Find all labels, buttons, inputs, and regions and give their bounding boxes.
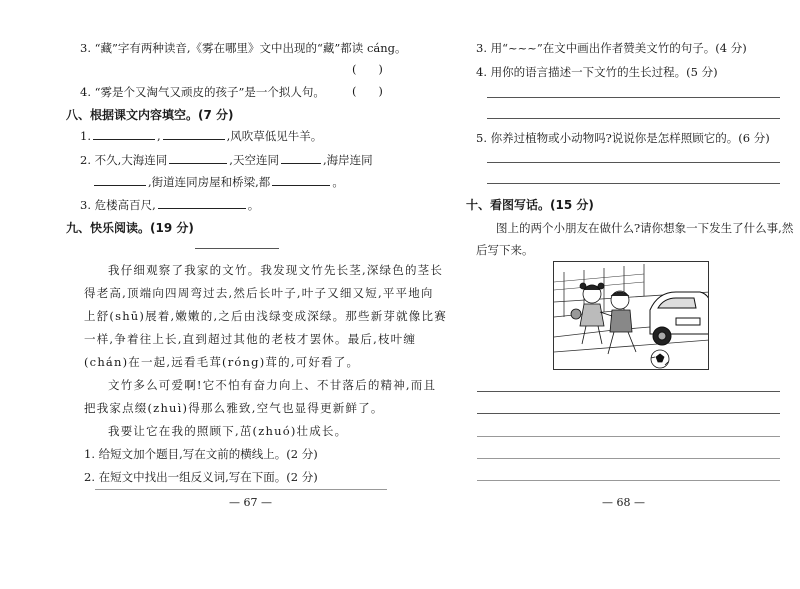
sec8-item-2: 2. 不久,大海连同 ,天空连同 ,海岸连同 [80,153,373,167]
passage-line-6: 文竹多么可爱啊!它不怕有奋力向上、不甘落后的精神,而且 [108,378,437,392]
page-number-left: — 67 — [229,496,272,509]
answer-line-q4-2[interactable] [487,118,780,119]
writing-line-1[interactable] [477,391,780,392]
writing-line-4[interactable] [477,458,780,459]
reading-q5: 5. 你养过植物或小动物吗?说说你是怎样照顾它的。(6 分) [476,131,770,145]
blank-8-3[interactable] [158,199,246,209]
section-10-prompt-2: 后写下来。 [476,243,534,257]
passage-line-5: (chán)在一起,远看毛茸(róng)茸的,可好看了。 [84,355,360,369]
passage-line-8: 我要让它在我的照顾下,茁(zhuó)壮成长。 [108,424,348,438]
passage-line-7: 把我家点缀(zhuì)得那么雅致,空气也显得更新鲜了。 [84,401,384,415]
left-q4-paren[interactable]: ( ) [352,84,383,98]
reading-q2: 2. 在短文中找出一组反义词,写在下面。(2 分) [84,470,318,484]
section-8-title: 八、根据课文内容填空。(7 分) [66,108,234,122]
section-9-title: 九、快乐阅读。(19 分) [66,221,194,235]
section-10-prompt-1: 图上的两个小朋友在做什么?请你想象一下发生了什么事,然 [496,221,794,235]
section-10-title: 十、看图写话。(15 分) [466,198,594,212]
passage-title-line[interactable] [195,248,279,249]
passage-line-1: 我仔细观察了我家的文竹。我发现文竹先长茎,深绿色的茎长 [108,263,444,277]
left-q4: 4. “雾是个又淘气又顽皮的孩子”是一个拟人句。 [80,85,325,99]
blank-8-1a[interactable] [93,130,155,140]
left-q3-paren[interactable]: ( ) [352,62,383,76]
page-number-right: — 68 — [602,496,645,509]
sec8-item-3: 3. 危楼高百尺, 。 [80,198,260,212]
reading-q4: 4. 用你的语言描述一下文竹的生长过程。(5 分) [476,65,718,79]
blank-8-2c[interactable] [94,176,146,186]
reading-q1: 1. 给短文加个题目,写在文前的横线上。(2 分) [84,447,318,461]
picture-illustration [553,261,709,370]
writing-line-5[interactable] [477,480,780,481]
answer-line-q5-1[interactable] [487,162,780,163]
street-scene-svg [554,262,709,370]
blank-8-2a[interactable] [169,154,227,164]
passage-line-4: 一样,争着往上长,直到超过其他的老枝才罢休。最后,枝叶缠 [84,332,417,346]
writing-line-3[interactable] [477,436,780,437]
passage-line-3: 上舒(shū)展着,嫩嫩的,之后由浅绿变成深绿。那些新芽就像比赛 [84,309,447,323]
answer-line-q5-2[interactable] [487,183,780,184]
writing-line-2[interactable] [477,413,780,414]
blank-8-1b[interactable] [163,130,225,140]
sec8-item-2-cont: ,街道连同房屋和桥梁,都 。 [92,174,344,190]
passage-line-2: 得老高,顶端向四周弯过去,然后长叶子,叶子又细又短,平平地向 [84,286,434,300]
blank-8-2b[interactable] [281,154,321,164]
answer-line-q4-1[interactable] [487,97,780,98]
sec8-item-1: 1. , ,风吹草低见牛羊。 [80,129,323,143]
reading-q3: 3. 用“~~~”在文中画出作者赞美文竹的句子。(4 分) [476,41,747,55]
answer-line-rq2[interactable] [95,489,387,490]
blank-8-2d[interactable] [272,176,330,186]
left-q3: 3. “藏”字有两种读音,《雾在哪里》文中出现的“藏”都读 cáng。 [80,41,407,55]
